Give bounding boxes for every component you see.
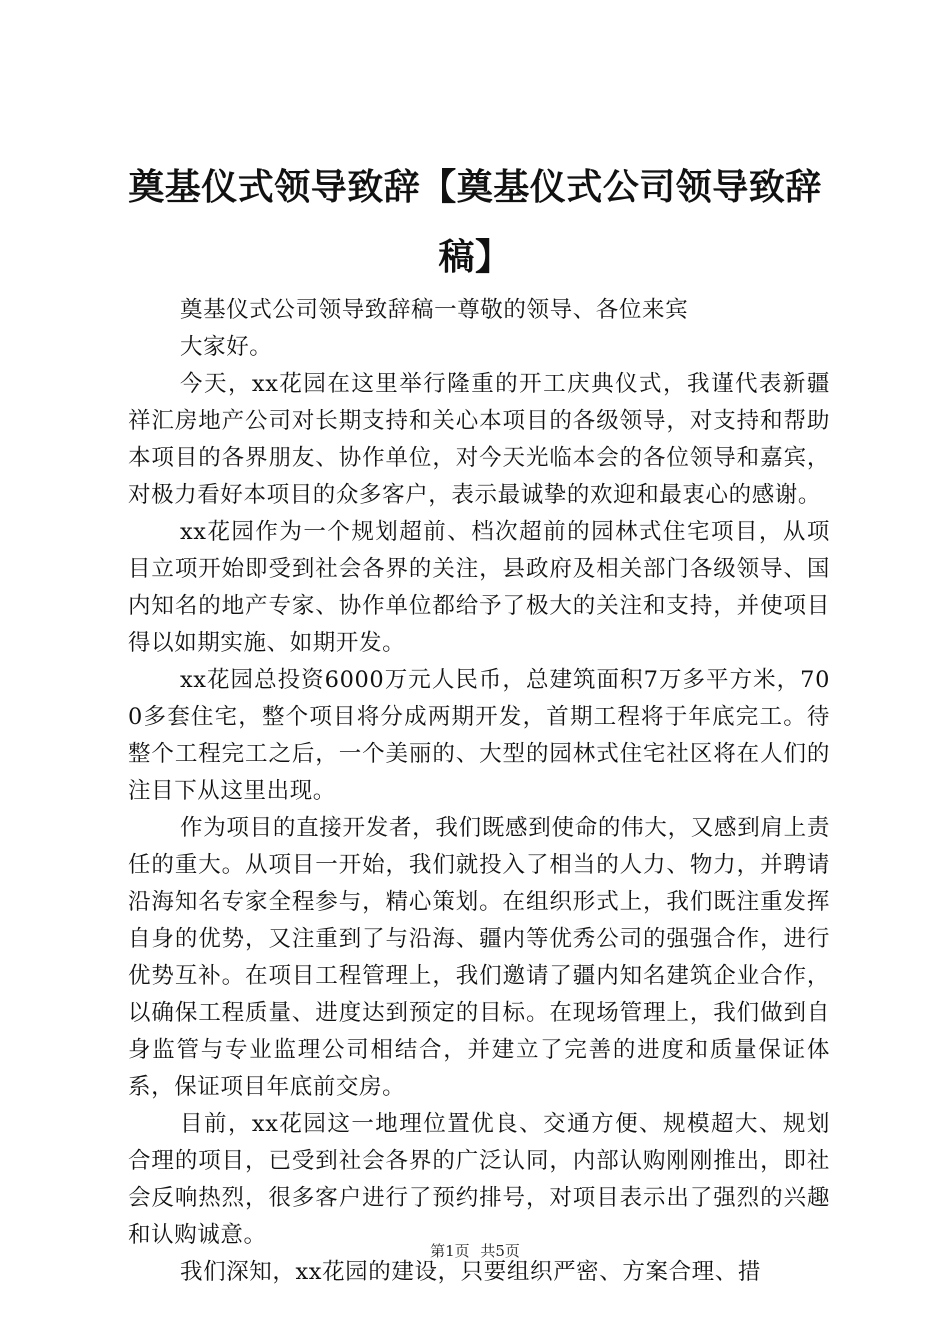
document-body [128, 292, 830, 1291]
page-number: 第1页 [430, 1242, 470, 1260]
paragraph: 我们深知，xx花园的建设，只要组织严密、方案合理、措 [180, 1259, 761, 1285]
paragraph: 奠基仪式公司领导致辞稿一尊敬的领导、各位来宾 [180, 297, 689, 323]
paragraph: 大家好。 [180, 334, 273, 360]
paragraph: xx花园总投资6000万元人民币，总建筑面积7万多平方米，700多套住宅，整个项目将分成两期开发，首期工程将于年底完工。待整个工程完工之后，一个美丽的、大型的园林式住宅社区将在人们的注目下从这里出现。 [128, 667, 830, 804]
paragraph: xx花园作为一个规划超前、档次超前的园林式住宅项目，从项目立项开始即受到社会各界的关注，县政府及相关部门各级领导、国内知名的地产专家、协作单位都给予了极大的关注和支持，并使项目得以如期实施、如期开发。 [128, 519, 830, 656]
paragraph: 作为项目的直接开发者，我们既感到使命的伟大，又感到肩上责任的重大。从项目一开始，我们就投入了相当的人力、物力，并聘请沿海知名专家全程参与，精心策划。在组织形式上，我们既注重发挥自身的优势，又注重到了与沿海、疆内等优秀公司的强强合作，进行优势互补。在项目工程管理上，我们邀请了疆内知名建筑企业合作，以确保工程质量、进度达到预定的目标。在现场管理上，我们做到自身监管与专业监理公司相结合，并建立了完善的进度和质量保证体系，保证项目年底前交房。 [128, 815, 830, 1100]
document-title: 奠基仪式领导致辞【奠基仪式公司领导致辞稿】 [128, 166, 822, 278]
paragraph: 今天，xx花园在这里举行隆重的开工庆典仪式，我谨代表新疆祥汇房地产公司对长期支持和关心本项目的各级领导，对支持和帮助本项目的各界朋友、协作单位，对今天光临本会的各位领导和嘉宾，对极力看好本项目的众多客户，表示最诚挚的欢迎和最衷心的感谢。 [128, 371, 830, 508]
page-total: 共5页 [480, 1242, 520, 1260]
page-footer [0, 1240, 950, 1261]
paragraph: 目前，xx花园这一地理位置优良、交通方便、规模超大、规划合理的项目，已受到社会各界的广泛认同，内部认购刚刚推出，即社会反响热烈，很多客户进行了预约排号，对项目表示出了强烈的兴趣和认购诚意。 [128, 1111, 830, 1248]
